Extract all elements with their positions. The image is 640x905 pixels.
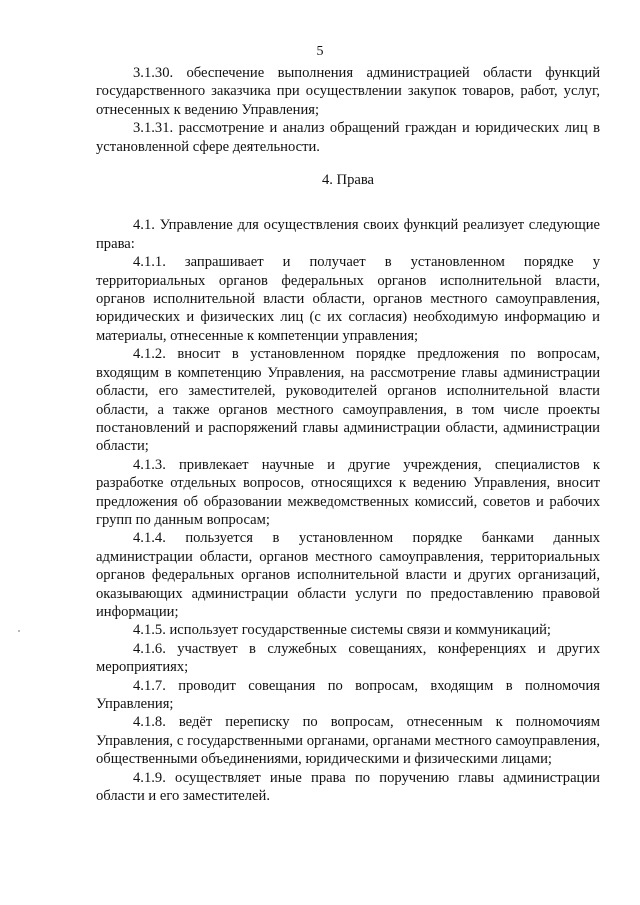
page-number: 5 [316, 44, 324, 59]
scan-speck [18, 630, 20, 632]
paragraph-4-1-3: 4.1.3. привлекает научные и другие учреждения, специалистов к разработке отдельных вопросов, относящихся к ведению Управления, вносит предложения об образовании межведомственных комиссий, советов и рабочих групп по данным вопросам; [96, 456, 600, 528]
paragraph-4-1-5: 4.1.5. использует государственные системы связи и коммуникаций; [133, 622, 551, 639]
paragraph-4-1-4: 4.1.4. пользуется в установленном порядке банками данных администрации области, органов местного самоуправления, территориальных органов федеральных органов исполнительной власти и других организаций, оказывающих администрации области услуги по предоставлению правовой информации; [96, 530, 600, 620]
document-body [96, 64, 600, 805]
paragraph-4-1-6: 4.1.6. участвует в служебных совещаниях, конференциях и других мероприятиях; [96, 640, 600, 676]
section-heading: 4. Права [321, 172, 375, 189]
paragraph-4-1-2: 4.1.2. вносит в установленном порядке предложения по вопросам, входящим в компетенцию Управления, на рассмотрение главы администрации области, его заместителей, руководителей органов исполнительной власти области, а также органов местного самоуправления, в том числе проекты постановлений и распоряжений главы администрации области, администрации области; [96, 346, 600, 455]
paragraph-3-1-30: 3.1.30. обеспечение выполнения администрацией области функций государственного заказчика при осуществлении закупок товаров, работ, услуг, отнесенных к ведению Управления; [96, 65, 600, 118]
paragraph-4-1: 4.1. Управление для осуществления своих функций реализует следующие права: [96, 217, 600, 252]
paragraph-4-1-7: 4.1.7. проводит совещания по вопросам, входящим в полномочия Управления; [96, 677, 600, 712]
paragraph-4-1-8: 4.1.8. ведёт переписку по вопросам, отнесенным к полномочиям Управления, с государственными органами, органами местного самоуправления, общественными объединениями, юридическими и физическими лицами; [96, 714, 600, 768]
paragraph-4-1-1: 4.1.1. запрашивает и получает в установленном порядке у территориальных органов федеральных органов исполнительной власти, органов исполнительной власти области, органов местного самоуправления, юридических и физических лиц (с их согласия) необходимую информацию и материалы, отнесенные к компетенции управления; [96, 254, 600, 344]
paragraph-3-1-31: 3.1.31. рассмотрение и анализ обращений граждан и юридических лиц в установленной сфере деятельности. [96, 120, 600, 155]
paragraph-4-1-9: 4.1.9. осуществляет иные права по поручению главы администрации области и его заместителей. [96, 769, 600, 805]
